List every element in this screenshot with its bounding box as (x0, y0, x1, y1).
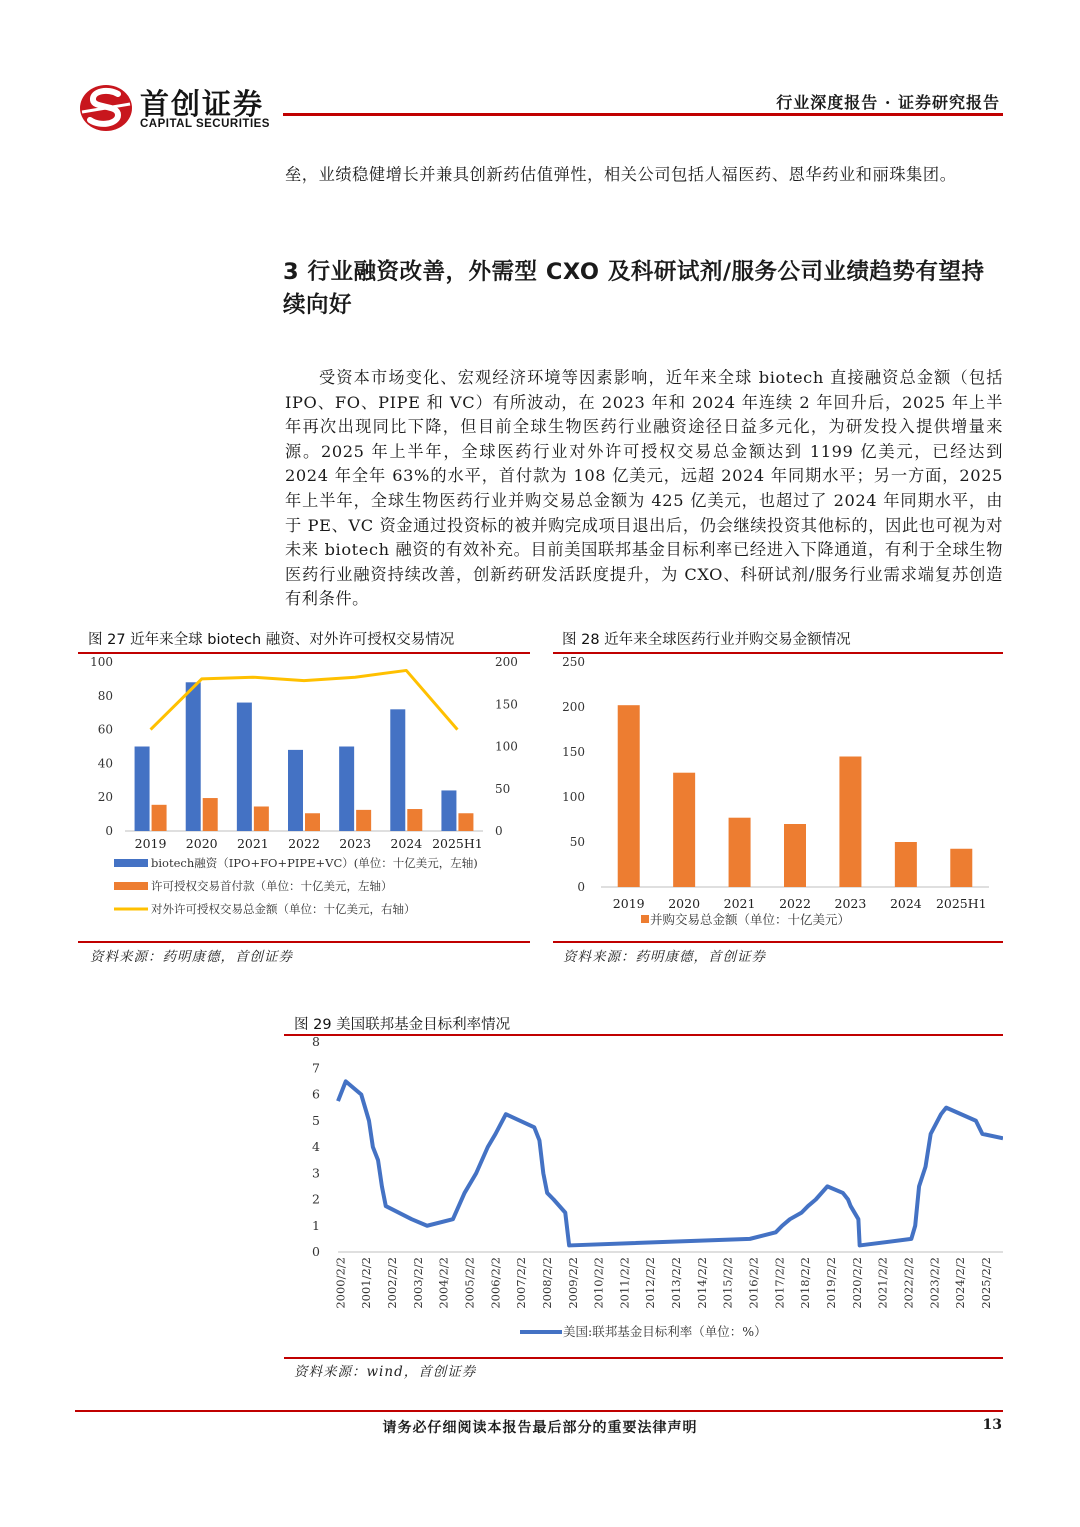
x-tick-label: 2015/2/2 (720, 1257, 735, 1309)
y-tick-label: 100 (562, 790, 585, 804)
x-tick-label: 2025/2/2 (978, 1257, 993, 1309)
legend-label: 并购交易总金额（单位：十亿美元） (650, 912, 851, 927)
x-tick-label: 2023 (339, 836, 372, 851)
legend-label: 对外许可授权交易总金额（单位：十亿美元，右轴） (151, 902, 416, 916)
figure-27-chart (78, 654, 530, 940)
bar-biotech-financing (186, 682, 201, 831)
figure-28-title: 图 28 近年来全球医药行业并购交易金额情况 (562, 632, 851, 648)
x-tick-label: 2020 (185, 836, 218, 851)
y-tick-label: 5 (312, 1112, 320, 1128)
x-tick-label: 2025H1 (935, 896, 987, 911)
y-right-tick-label: 50 (495, 781, 511, 796)
x-tick-label: 2014/2/2 (694, 1257, 709, 1309)
figure-29-source: 资料来源：wind，首创证券 (294, 1364, 477, 1380)
y-tick-label: 1 (312, 1217, 320, 1233)
x-tick-label: 2004/2/2 (436, 1257, 451, 1309)
figure-27-source: 资料来源：药明康德，首创证券 (90, 949, 293, 965)
x-tick-label: 2006/2/2 (488, 1257, 503, 1309)
figure-28-chart (553, 654, 1003, 940)
x-tick-label: 2022 (288, 836, 320, 851)
x-tick-label: 2009/2/2 (565, 1257, 580, 1309)
footer-divider (75, 1410, 1003, 1412)
y-tick-label: 8 (312, 1036, 320, 1049)
legend-label: biotech融资（IPO+FO+PIPE+VC）(单位：十亿美元，左轴) (151, 856, 478, 870)
x-tick-label: 2022/2/2 (901, 1257, 916, 1309)
x-tick-label: 2016/2/2 (746, 1257, 761, 1309)
legend-swatch-bar (114, 859, 148, 867)
bar-biotech-financing (390, 709, 405, 831)
x-tick-label: 2023 (834, 896, 867, 911)
bar-upfront-payment (152, 805, 167, 831)
bar-biotech-financing (288, 750, 303, 831)
legend-label: 许可授权交易首付款（单位：十亿美元，左轴） (151, 879, 393, 893)
y-tick-label: 4 (312, 1139, 320, 1154)
section-heading: 3 行业融资改善，外需型 CXO 及科研试剂/服务公司业绩趋势有望持续向好 (283, 259, 985, 318)
line-fed-funds-rate (338, 1081, 1003, 1245)
y-tick-label: 50 (569, 835, 585, 849)
legal-notice: 请务必仔细阅读本报告最后部分的重要法律声明 (382, 1420, 698, 1436)
x-tick-label: 2013/2/2 (669, 1257, 684, 1309)
y-left-tick-label: 80 (97, 688, 113, 703)
y-tick-label: 0 (577, 880, 585, 894)
legend-swatch-bar (641, 915, 649, 923)
x-tick-label: 2021 (723, 896, 756, 911)
y-tick-label: 6 (312, 1086, 320, 1102)
figure-27-title: 图 27 近年来全球 biotech 融资、对外许可授权交易情况 (88, 632, 455, 648)
x-tick-label: 2021/2/2 (875, 1257, 890, 1309)
x-tick-label: 2019 (612, 896, 645, 911)
bar-upfront-payment (458, 813, 473, 831)
x-tick-label: 2002/2/2 (384, 1257, 399, 1309)
bar-biotech-financing (237, 703, 252, 831)
y-right-tick-label: 100 (495, 739, 518, 754)
bar-ma-total (839, 757, 861, 888)
y-tick-label: 3 (312, 1165, 320, 1181)
bar-upfront-payment (305, 813, 320, 831)
x-tick-label: 2010/2/2 (591, 1257, 606, 1309)
legend-swatch-bar (114, 882, 148, 890)
x-tick-label: 2021 (236, 836, 269, 851)
y-left-tick-label: 40 (97, 756, 113, 771)
bar-ma-total (618, 705, 640, 887)
x-tick-label: 2000/2/2 (333, 1257, 348, 1309)
x-tick-label: 2020/2/2 (849, 1257, 864, 1309)
x-tick-label: 2023/2/2 (927, 1257, 942, 1309)
bar-upfront-payment (254, 806, 269, 831)
y-left-tick-label: 100 (90, 655, 113, 669)
x-tick-label: 2024 (889, 896, 922, 911)
x-tick-label: 2024/2/2 (953, 1257, 968, 1309)
paragraph-main: 受资本市场变化、宏观经济环境等因素影响，近年来全球 biotech 直接融资总金额（包括 IPO、FO、PIPE 和 VC）有所波动，在 2023 年和 2024 年连续 2 年回升后，2025 年上半年再次出现同比下降，但目前全球生物医药行业融资途径日益多元化，为研发投入提供增量来源。2025 年上半年，全球医药行业对外许可授权交易总金额达到 1199 亿美元，已经达到 2024 年全年 63%的水平，首付款为 108 亿美元，远超 2024 年同期水平；另一方面，2025 年上半年，全球生物医药行业并购交易总金额为 425 亿美元，也超过了 2024 年同期水平，由于 PE、VC 资金通过投资标的被并购完成项目退出后，仍会继续投资其他标的，因此也可视为对未来 biotech 融资的有效补充。目前美国联邦基金目标利率已经进入下降通道，有利于全球生物医药行业融资持续改善，创新药研发活跃度提升，为 CXO、科研试剂/服务行业需求端复苏创造有利条件。 (285, 368, 1003, 609)
figure-28-bottom-rule (553, 941, 1003, 943)
y-tick-label: 2 (312, 1191, 320, 1207)
y-tick-label: 250 (562, 655, 585, 669)
x-tick-label: 2007/2/2 (514, 1257, 529, 1309)
x-tick-label: 2025H1 (432, 836, 483, 851)
y-right-tick-label: 200 (495, 655, 518, 669)
bar-ma-total (729, 818, 751, 887)
bar-upfront-payment (203, 798, 218, 831)
report-type-title: 行业深度报告 · 证券研究报告 (776, 93, 1000, 112)
y-tick-label: 0 (312, 1244, 320, 1259)
header-divider (283, 113, 1003, 116)
bar-ma-total (950, 849, 972, 887)
paragraph-continuation: 垒，业绩稳健增长并兼具创新药估值弹性，相关公司包括人福医药、恩华药业和丽珠集团。 (285, 165, 957, 184)
x-tick-label: 2012/2/2 (643, 1257, 658, 1309)
x-tick-label: 2020 (668, 896, 701, 911)
logo-s-icon (78, 82, 138, 134)
y-tick-label: 7 (312, 1060, 320, 1076)
legend-label: 美国:联邦基金目标利率（单位：%） (563, 1324, 767, 1339)
x-tick-label: 2024 (390, 836, 423, 851)
page-number: 13 (982, 1417, 1002, 1433)
bar-ma-total (673, 773, 695, 887)
figure-29-chart (284, 1036, 1003, 1354)
x-tick-label: 2019 (134, 836, 167, 851)
x-tick-label: 2022 (779, 896, 811, 911)
x-tick-label: 2011/2/2 (617, 1257, 632, 1309)
bar-ma-total (784, 824, 806, 887)
y-tick-label: 150 (562, 745, 585, 759)
x-tick-label: 2008/2/2 (539, 1257, 554, 1309)
bar-biotech-financing (135, 747, 150, 832)
bar-upfront-payment (356, 810, 371, 831)
x-tick-label: 2019/2/2 (824, 1257, 839, 1309)
bar-upfront-payment (407, 809, 422, 831)
y-tick-label: 200 (562, 700, 585, 714)
x-tick-label: 2017/2/2 (772, 1257, 787, 1309)
figure-29-bottom-rule (284, 1357, 1003, 1359)
y-left-tick-label: 0 (105, 824, 113, 838)
x-tick-label: 2001/2/2 (359, 1257, 374, 1309)
bar-biotech-financing (441, 790, 456, 831)
y-left-tick-label: 20 (97, 790, 113, 805)
figure-29-title: 图 29 美国联邦基金目标利率情况 (294, 1017, 511, 1033)
x-tick-label: 2018/2/2 (798, 1257, 813, 1309)
logo-english-name: CAPITAL SECURITIES (140, 118, 270, 130)
figure-28-source: 资料来源：药明康德，首创证券 (563, 949, 766, 965)
logo-chinese-name: 首创证券 (140, 87, 265, 121)
bar-ma-total (895, 842, 917, 887)
y-right-tick-label: 0 (495, 824, 503, 838)
y-left-tick-label: 60 (97, 722, 113, 737)
y-right-tick-label: 150 (495, 697, 518, 712)
bar-biotech-financing (339, 747, 354, 832)
x-tick-label: 2005/2/2 (462, 1257, 477, 1309)
figure-27-bottom-rule (78, 941, 530, 943)
x-tick-label: 2003/2/2 (410, 1257, 425, 1309)
